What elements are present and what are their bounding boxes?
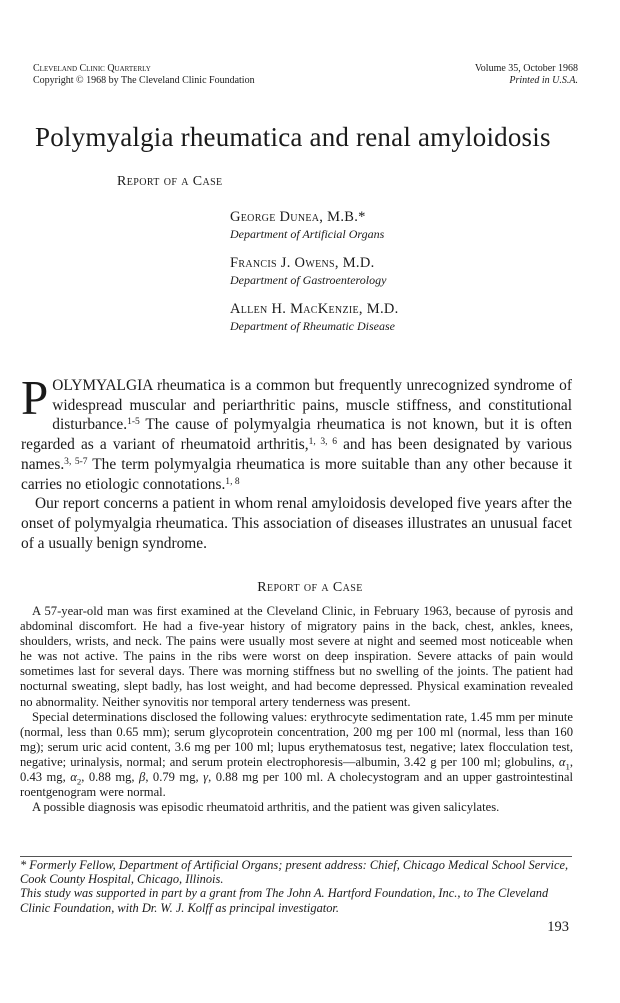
case-paragraph-3: A possible diagnosis was episodic rheumatoid arthritis, and the patient was given salicylates.	[32, 800, 500, 815]
printed-line: Printed in U.S.A.	[509, 75, 578, 86]
drop-cap: P	[21, 370, 49, 425]
article-title: Polymyalgia rheumatica and renal amyloidosis	[35, 122, 551, 152]
introduction	[21, 370, 572, 553]
case-text: , 0.79 mg,	[145, 770, 204, 785]
citation: 1-5	[127, 416, 140, 428]
section-heading: Report of a Case	[257, 580, 363, 595]
footnote: This study was supported in part by a grant from The John A. Hartford Foundation, Inc., to The Cleveland Clinic Foundation, with Dr. W. J. Kolff as principal investigator.	[20, 886, 549, 915]
running-header-left	[33, 63, 255, 87]
intro-text: The term polymyalgia rheumatica is more suitable than any other because it carries no etiologic connotations.	[21, 455, 572, 493]
author-block	[230, 208, 399, 346]
case-paragraph-1: A 57-year-old man was first examined at the Cleveland Clinic, in February 1963, because of pyrosis and abdominal discomfort. He had a five-year history of migratory pains in the back, chest, ankles, knees, shoulders, wrists, and neck. The pains were usually most severe at night and seemed most noticeable when he was not active. The pains in the ribs were worst on deep inspiration. Severe attacks of pain would sometimes last for several days. There was morning stiffness but no swelling of the joints. The patient had nocturnal sweating, slept badly, has lost weight, and had become depressed. Physical examination revealed no abnormality. Neither synovitis nor temporal artery tenderness was present.	[20, 604, 573, 709]
intro-text: The cause of polymyalgia rheumatica is not known, but it is often regarded as a variant of rheumatoid arthritis,	[21, 416, 572, 454]
case-report-body	[20, 604, 573, 815]
author-name: George Dunea, M.B.*	[230, 209, 366, 225]
footnotes	[20, 858, 573, 915]
citation: 1, 8	[225, 475, 240, 487]
footnote: * Formerly Fellow, Department of Artificial Organs; present address: Chief, Chicago Medical School Service, Cook County Hospital, Chicago, Illinois.	[20, 858, 569, 887]
intro-paragraph-1	[21, 370, 572, 494]
case-text: , 0.88 mg,	[81, 770, 140, 785]
citation: 3, 5-7	[64, 455, 88, 467]
author-department: Department of Artificial Organs	[230, 227, 385, 241]
author-name: Francis J. Owens, M.D.	[230, 255, 375, 271]
author-department: Department of Rheumatic Disease	[230, 319, 395, 333]
footnote-rule	[20, 856, 572, 857]
intro-text: OLYMYALGIA rheumatica is a common but frequently unrecognized syndrome of widespread muscular and periarthritic pains, muscle stiffness, and constitutional disturbance.	[52, 377, 572, 434]
case-paragraph-2	[20, 710, 573, 801]
intro-paragraph-2: Our report concerns a patient in whom renal amyloidosis developed five years after the onset of polymyalgia rheumatica. This association of diseases illustrates an unusual facet of a usually benign syndrome.	[21, 495, 572, 552]
citation: 1, 3, 6	[308, 435, 337, 447]
journal-name: Cleveland Clinic Quarterly	[33, 63, 151, 74]
author-department: Department of Gastroenterology	[230, 273, 387, 287]
copyright-line: Copyright © 1968 by The Cleveland Clinic Foundation	[33, 75, 255, 86]
article-subtitle: Report of a Case	[117, 174, 223, 189]
page-number: 193	[547, 919, 569, 935]
running-header-right	[475, 63, 578, 87]
greek-alpha: α	[70, 770, 77, 785]
intro-text: and has been designated by various names.	[21, 436, 572, 473]
case-text: Special determinations disclosed the following values: erythrocyte sedimentation rate, 1.45 mm per minute (normal, less than 0.65 mm); serum glycoprotein concentration, 200 mg per 100 ml (normal, less than 160 mg); serum uric acid content, 3.6 mg per 100 ml; lupus erythematosus test, negative; latex flocculation test, negative; urinalysis, normal; and serum protein electrophoresis—albumin, 3.42 g per 100 ml; globulins,	[20, 709, 573, 769]
subscript: 2	[76, 776, 82, 787]
greek-beta: β	[139, 770, 146, 785]
author-name: Allen H. MacKenzie, M.D.	[230, 301, 399, 317]
case-text: , 0.88 mg per 100 ml. A cholecystogram and an upper gastrointestinal roentgenogram were normal.	[20, 770, 573, 800]
subscript: 1	[565, 761, 570, 772]
volume-line: Volume 35, October 1968	[474, 63, 578, 74]
greek-alpha: α	[558, 754, 566, 769]
case-text: , 0.43 mg,	[20, 754, 573, 785]
greek-gamma: γ	[203, 770, 209, 785]
